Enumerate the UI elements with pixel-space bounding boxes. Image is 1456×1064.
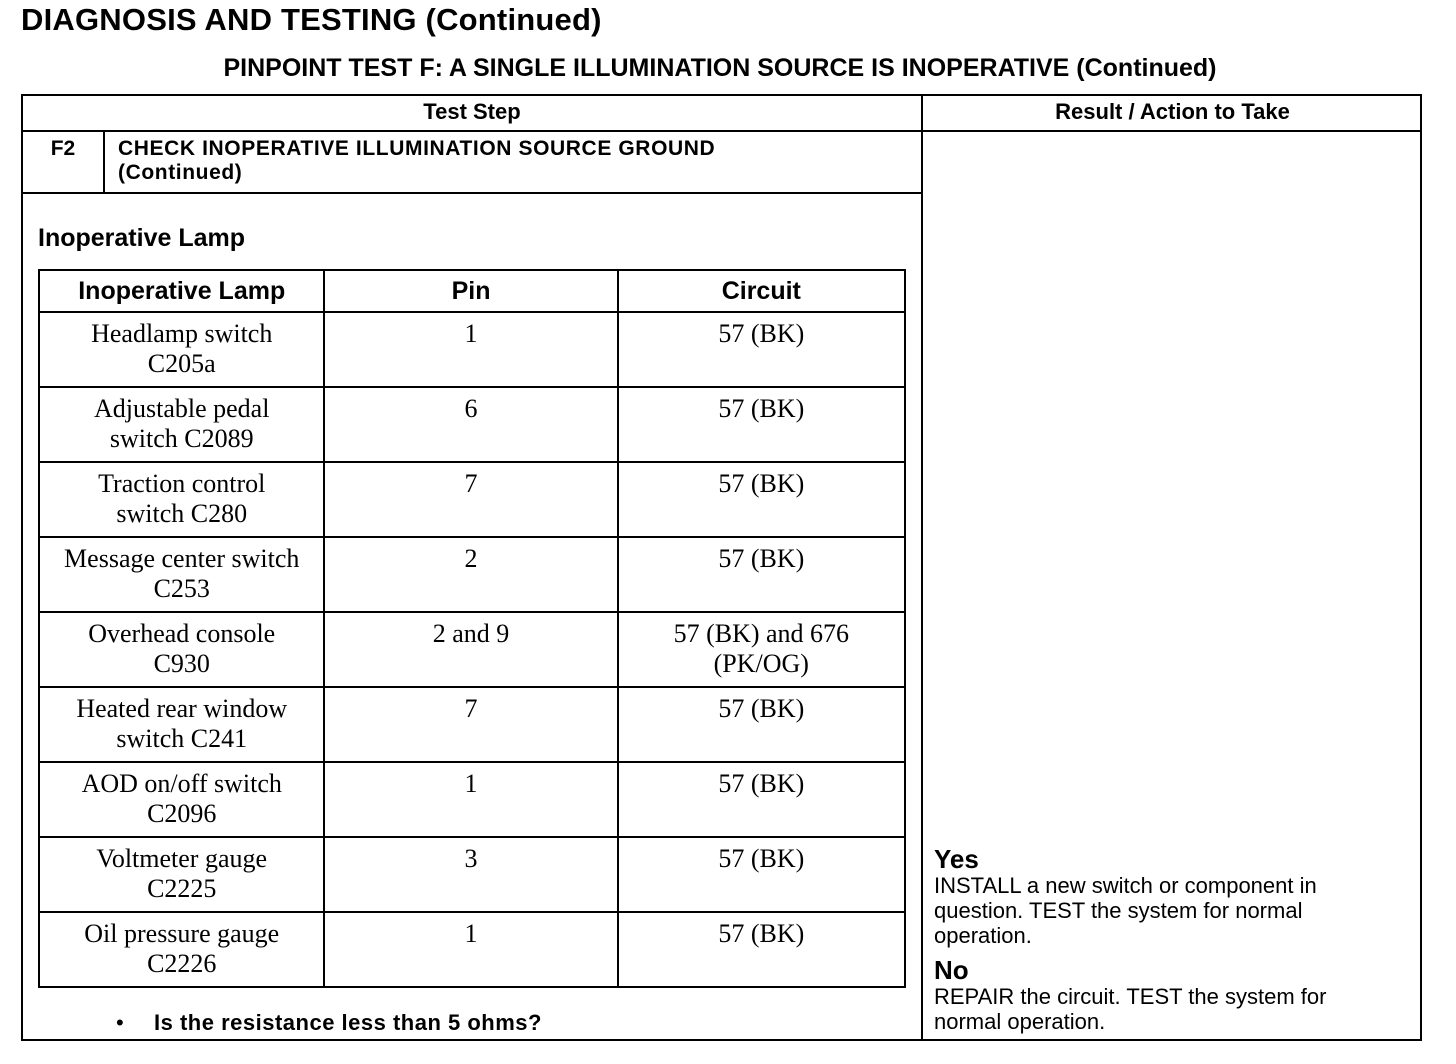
pin-cell-line: 2 bbox=[464, 544, 478, 573]
circuit-cell bbox=[618, 462, 905, 537]
result-action-header: Result / Action to Take bbox=[1055, 99, 1290, 124]
pin-cell-line: 7 bbox=[464, 469, 478, 498]
lamp-cell-line: Traction control bbox=[98, 469, 266, 498]
lamp-cell-line: C2226 bbox=[147, 949, 217, 978]
circuit-cell-line: 57 (BK) bbox=[718, 694, 805, 723]
pinpoint-test-title: PINPOINT TEST F: A SINGLE ILLUMINATION SOURCE IS INOPERATIVE (Continued) bbox=[223, 54, 1217, 82]
circuit-cell bbox=[618, 612, 905, 687]
table-row bbox=[39, 837, 905, 912]
lamp-cell bbox=[39, 312, 324, 387]
circuit-cell bbox=[618, 837, 905, 912]
lamp-cell-line: AOD on/off switch bbox=[81, 769, 282, 798]
circuit-cell bbox=[618, 762, 905, 837]
pin-cell-line: 1 bbox=[464, 769, 478, 798]
circuit-cell-line: 57 (BK) bbox=[718, 469, 805, 498]
column-divider bbox=[921, 96, 923, 1039]
table-row bbox=[39, 387, 905, 462]
circuit-cell bbox=[618, 537, 905, 612]
pin-cell-line: 3 bbox=[464, 844, 478, 873]
lamp-pin-circuit-table bbox=[38, 269, 906, 988]
page-title: DIAGNOSIS AND TESTING (Continued) bbox=[21, 2, 602, 37]
table-header-row bbox=[23, 96, 1420, 132]
pin-cell bbox=[324, 387, 617, 462]
circuit-cell bbox=[618, 312, 905, 387]
circuit-cell-line: (PK/OG) bbox=[713, 649, 809, 678]
step-number: F2 bbox=[23, 132, 105, 192]
pin-cell-line: 6 bbox=[464, 394, 478, 423]
no-label: No bbox=[934, 955, 969, 985]
test-step-header: Test Step bbox=[423, 99, 521, 124]
no-action-line: REPAIR the circuit. TEST the system for bbox=[934, 984, 1327, 1009]
lamp-table-header-row bbox=[39, 270, 905, 312]
lamp-cell bbox=[39, 387, 324, 462]
circuit-cell bbox=[618, 687, 905, 762]
lamp-cell bbox=[39, 687, 324, 762]
table-row bbox=[39, 687, 905, 762]
yes-action-line: operation. bbox=[934, 923, 1032, 948]
column-header: Pin bbox=[324, 270, 617, 312]
step-title-line: (Continued) bbox=[118, 161, 243, 184]
pin-cell bbox=[324, 537, 617, 612]
circuit-cell-line: 57 (BK) and 676 bbox=[673, 619, 850, 648]
lamp-cell-line: Voltmeter gauge bbox=[96, 844, 268, 873]
lamp-cell-line: Heated rear window bbox=[76, 694, 288, 723]
yes-label: Yes bbox=[934, 844, 979, 874]
pin-cell bbox=[324, 837, 617, 912]
lamp-cell-line: Overhead console bbox=[88, 619, 276, 648]
pin-cell-line: 7 bbox=[464, 694, 478, 723]
lamp-cell bbox=[39, 762, 324, 837]
pin-cell bbox=[324, 687, 617, 762]
test-question bbox=[116, 1010, 542, 1036]
circuit-cell bbox=[618, 912, 905, 987]
lamp-cell-line: Message center switch bbox=[64, 544, 300, 573]
circuit-cell-line: 57 (BK) bbox=[718, 544, 805, 573]
section-heading: Inoperative Lamp bbox=[38, 224, 245, 252]
lamp-cell bbox=[39, 837, 324, 912]
lamp-cell-line: Headlamp switch bbox=[91, 319, 273, 348]
circuit-cell-line: 57 (BK) bbox=[718, 319, 805, 348]
pin-cell-line: 1 bbox=[464, 319, 478, 348]
lamp-cell bbox=[39, 537, 324, 612]
table-row bbox=[39, 312, 905, 387]
lamp-cell bbox=[39, 912, 324, 987]
pin-cell bbox=[324, 762, 617, 837]
no-action bbox=[934, 984, 1414, 1034]
circuit-cell-line: 57 (BK) bbox=[718, 394, 805, 423]
lamp-cell-line: Oil pressure gauge bbox=[84, 919, 280, 948]
step-row bbox=[23, 132, 921, 194]
column-header: Inoperative Lamp bbox=[39, 270, 324, 312]
lamp-cell-line: C930 bbox=[153, 649, 210, 678]
lamp-cell-line: switch C280 bbox=[116, 499, 248, 528]
yes-action bbox=[934, 873, 1414, 948]
table-row bbox=[39, 462, 905, 537]
lamp-table-body bbox=[39, 312, 905, 987]
lamp-cell-line: switch C2089 bbox=[109, 424, 254, 453]
lamp-cell-line: C2096 bbox=[147, 799, 217, 828]
lamp-cell-line: Adjustable pedal bbox=[94, 394, 270, 423]
yes-action-line: INSTALL a new switch or component in bbox=[934, 873, 1317, 898]
pin-cell bbox=[324, 312, 617, 387]
circuit-cell-line: 57 (BK) bbox=[718, 844, 805, 873]
table-row bbox=[39, 612, 905, 687]
lamp-cell-line: C205a bbox=[147, 349, 216, 378]
lamp-cell-line: C253 bbox=[153, 574, 210, 603]
lamp-cell-line: switch C241 bbox=[116, 724, 248, 753]
circuit-cell-line: 57 (BK) bbox=[718, 919, 805, 948]
pin-cell-line: 1 bbox=[464, 919, 478, 948]
lamp-cell-line: C2225 bbox=[147, 874, 217, 903]
lamp-cell bbox=[39, 612, 324, 687]
step-title bbox=[118, 137, 878, 185]
circuit-cell bbox=[618, 387, 905, 462]
circuit-cell-line: 57 (BK) bbox=[718, 769, 805, 798]
table-row bbox=[39, 762, 905, 837]
lamp-cell bbox=[39, 462, 324, 537]
pin-cell bbox=[324, 612, 617, 687]
no-action-line: normal operation. bbox=[934, 1009, 1106, 1034]
pin-cell-line: 2 and 9 bbox=[432, 619, 510, 648]
pin-cell bbox=[324, 462, 617, 537]
column-header: Circuit bbox=[618, 270, 905, 312]
yes-action-line: question. TEST the system for normal bbox=[934, 898, 1303, 923]
bullet-mark: • bbox=[116, 1010, 125, 1035]
table-row bbox=[39, 537, 905, 612]
step-title-line: CHECK INOPERATIVE ILLUMINATION SOURCE GROUND bbox=[118, 137, 716, 160]
pinpoint-test-table bbox=[21, 94, 1422, 1041]
pin-cell bbox=[324, 912, 617, 987]
question-text: Is the resistance less than 5 ohms? bbox=[154, 1010, 542, 1035]
result-actions bbox=[934, 845, 1414, 1042]
table-row bbox=[39, 912, 905, 987]
